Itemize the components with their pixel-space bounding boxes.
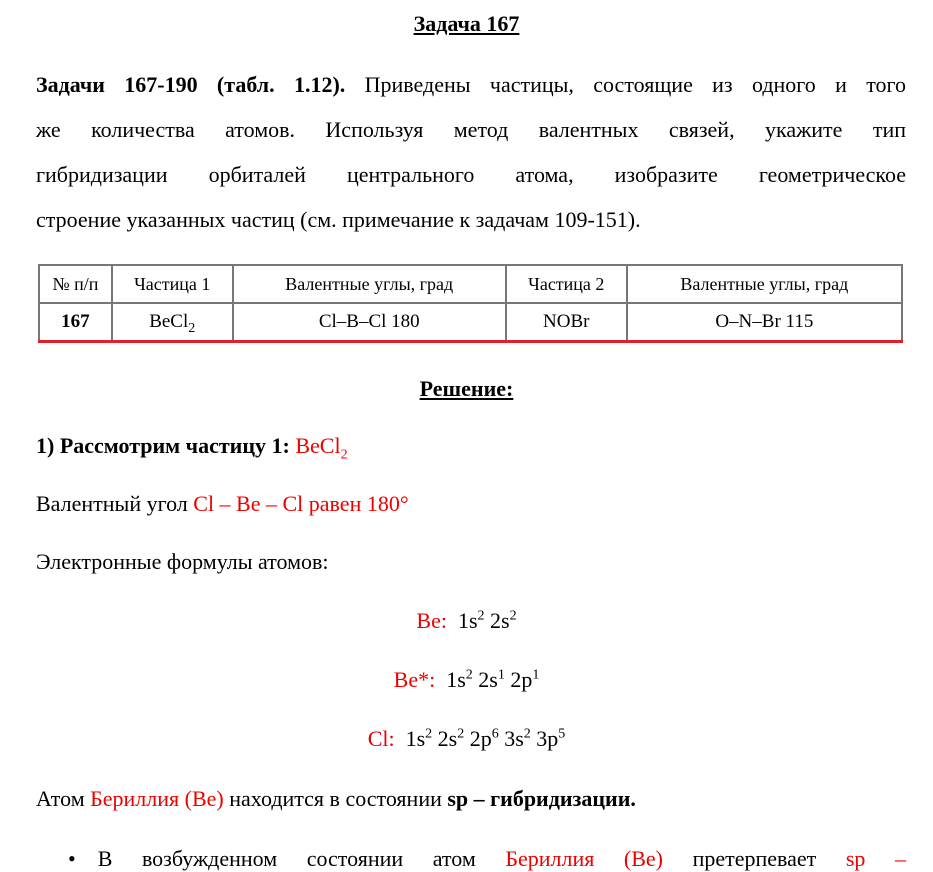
table-header-row <box>39 265 902 303</box>
intro-bold: Задачи 167-190 (табл. 1.12). <box>36 72 346 97</box>
bullet-item: • В возбужденном состоянии атом Бериллия (Be) претерпевает sp – <box>68 846 907 871</box>
intro-line: строение указанных частиц (см. примечание к задачам 109-151). <box>36 207 641 232</box>
task-table <box>38 264 903 343</box>
table-header: Частица 1 <box>112 265 233 303</box>
table-cell: O–N–Br 115 <box>627 303 902 342</box>
table-cell: BeCl$_2$ <box>112 303 233 342</box>
bullet-icon: • <box>68 846 76 871</box>
intro-paragraph <box>36 62 906 242</box>
table-row <box>39 303 902 342</box>
table-header: Частица 2 <box>506 265 627 303</box>
step1-heading: 1) Рассмотрим частицу 1: BeCl$_2$ <box>36 433 348 463</box>
intro-line: гибридизации орбиталей центрального атома, изобразите геометрическое <box>36 162 906 187</box>
formula-cl: Cl: $1s^2$ $2s^2$ $2p^6$ $3s^2$ $3p^5$ <box>367 726 566 751</box>
table-header: Валентные углы, град <box>627 265 902 303</box>
intro-line: же количества атомов. Используя метод валентных связей, укажите тип <box>36 117 906 142</box>
page-title: Задача 167 <box>413 11 520 36</box>
table-header: Валентные углы, град <box>233 265 506 303</box>
formula-be-excited: Be*: $1s^2$ $2s^1$ $2p^1$ <box>393 667 540 692</box>
table-cell: NOBr <box>506 303 627 342</box>
formulas-heading: Электронные формулы атомов: <box>36 549 329 574</box>
solution-heading: Решение: <box>419 376 514 401</box>
formula-be: Be: $1s^2$ $2s^2$ <box>416 608 517 633</box>
angle-line: Валентный угол Cl – Be – Cl равен 180° <box>36 491 409 516</box>
hybridization-state: Атом Бериллия (Be) находится в состоянии sp – гибридизации. <box>36 786 636 811</box>
table-cell: 167 <box>39 303 112 342</box>
table-cell: Cl–B–Cl 180 <box>233 303 506 342</box>
table-header: № п/п <box>39 265 112 303</box>
intro-line: Приведены частицы, состоящие из одного и того <box>364 72 907 97</box>
